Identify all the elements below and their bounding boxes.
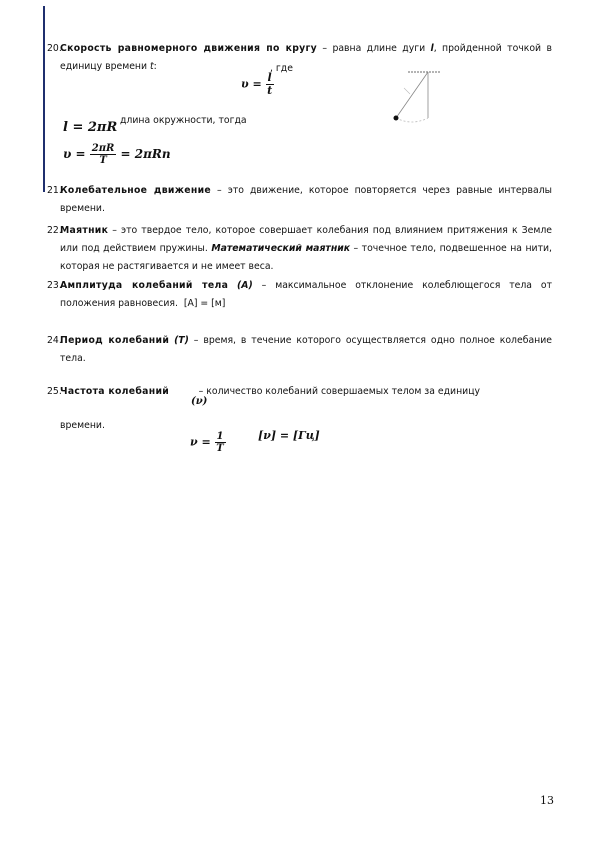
term: Скорость равномерного движения по кругу	[60, 43, 318, 54]
circumference-text: длина окружности, тогда	[120, 115, 247, 126]
amplitude-unit: [A] = [м]	[183, 298, 226, 309]
nu-symbol: (ν)	[191, 396, 208, 407]
item-number: 20.	[47, 43, 62, 54]
item-25: 25. Частота колебаний – количество колебаний совершаемых телом за единицу	[47, 386, 481, 397]
gde-text: , где	[270, 63, 293, 74]
margin-line	[43, 6, 45, 192]
page-number: 13	[540, 794, 554, 807]
item-24: 24. Период колебаний (T) – время, в течение которого осуществляется одно полное колебание тела.	[47, 335, 552, 364]
item-21: 21. Колебательное движение – это движение, которое повторяется через равные интервалы времени.	[47, 185, 553, 214]
circle-motion-diagram	[388, 68, 448, 130]
formula-nu: ν = $\frac{1}{T}$	[190, 431, 224, 454]
item-23: 23. Амплитуда колебаний тела (A) – максимальное отклонение колеблющегося тела от положения равновесия. [A] = [м]	[47, 280, 552, 309]
item-22: 22. Маятник – это твердое тело, которое совершает колебания под влиянием притяжения к Земле или под действием пружины. Математический маятник – точечное тело, подвешенное на нити, которая не растягивается и не имеет веса.	[47, 225, 553, 272]
formula-l: l = 2πR	[63, 120, 118, 135]
formula-v-l-t: υ = $\frac{l}{t}$	[241, 71, 273, 98]
item-20: 20. Скорость равномерного движения по кругу – равна длине дуги l, пройденной точкой в единицу времени t:	[47, 40, 552, 76]
frequency-unit: [ν] = [Гц]	[258, 429, 320, 442]
formula-v-2piR: υ = $\frac{2\pi R}{T}$ = 2πRn	[63, 143, 171, 166]
item-25-continuation: времени.	[60, 420, 105, 431]
